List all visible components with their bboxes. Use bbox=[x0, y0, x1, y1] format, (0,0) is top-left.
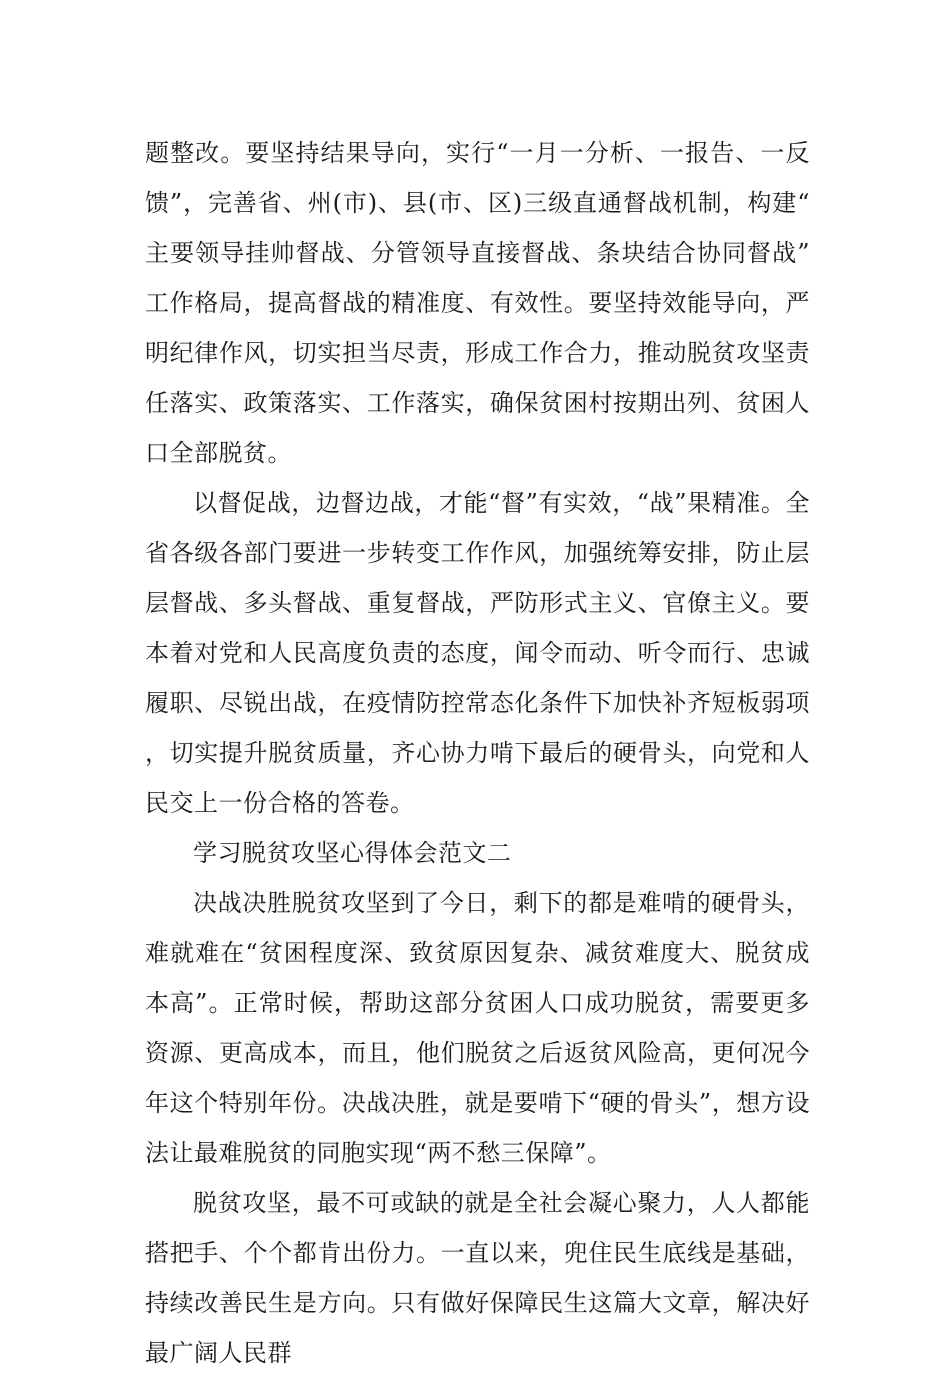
section-heading: 学习脱贫攻坚心得体会范文二 bbox=[193, 839, 512, 867]
paragraph-1: 题整改。要坚持结果导向，实行“一月一分析、一报告、一反馈”，完善省、州(市)、县(市、区)三级直通督战机制，构建“主要领导挂帅督战、分管领导直接督战、条块结合协同督战”工作格局，提高督战的精准度、有效性。要坚持效能导向，严明纪律作风，切实担当尽责，形成工作合力，推动脱贫攻坚责任落实、政策落实、工作落实，确保贫困村按期出列、贫困人口全部脱贫。 bbox=[145, 139, 810, 467]
paragraph-4: 脱贫攻坚，最不可或缺的就是全社会凝心聚力，人人都能搭把手、个个都肯出份力。一直以来，兜住民生底线是基础，持续改善民生是方向。只有做好保障民生这篇大文章，解决好最广阔人民群 bbox=[145, 1189, 810, 1367]
paragraph-2: 以督促战，边督边战，才能“督”有实效，“战”果精准。全省各级各部门要进一步转变工作作风，加强统筹安排，防止层层督战、多头督战、重复督战，严防形式主义、官僚主义。要本着对党和人民高度负责的态度，闻令而动、听令而行、忠诚履职、尽锐出战，在疫情防控常态化条件下加快补齐短板弱项，切实提升脱贫质量，齐心协力啃下最后的硬骨头，向党和人民交上一份合格的答卷。 bbox=[145, 489, 810, 817]
document-body bbox=[145, 128, 810, 1378]
paragraph-3: 决战决胜脱贫攻坚到了今日，剩下的都是难啃的硬骨头，难就难在“贫困程度深、致贫原因复杂、减贫难度大、脱贫成本高”。正常时候，帮助这部分贫困人口成功脱贫，需要更多资源、更高成本，而且，他们脱贫之后返贫风险高，更何况今年这个特别年份。决战决胜，就是要啃下“硬的骨头”，想方设法让最难脱贫的同胞实现“两不愁三保障”。 bbox=[145, 889, 810, 1167]
